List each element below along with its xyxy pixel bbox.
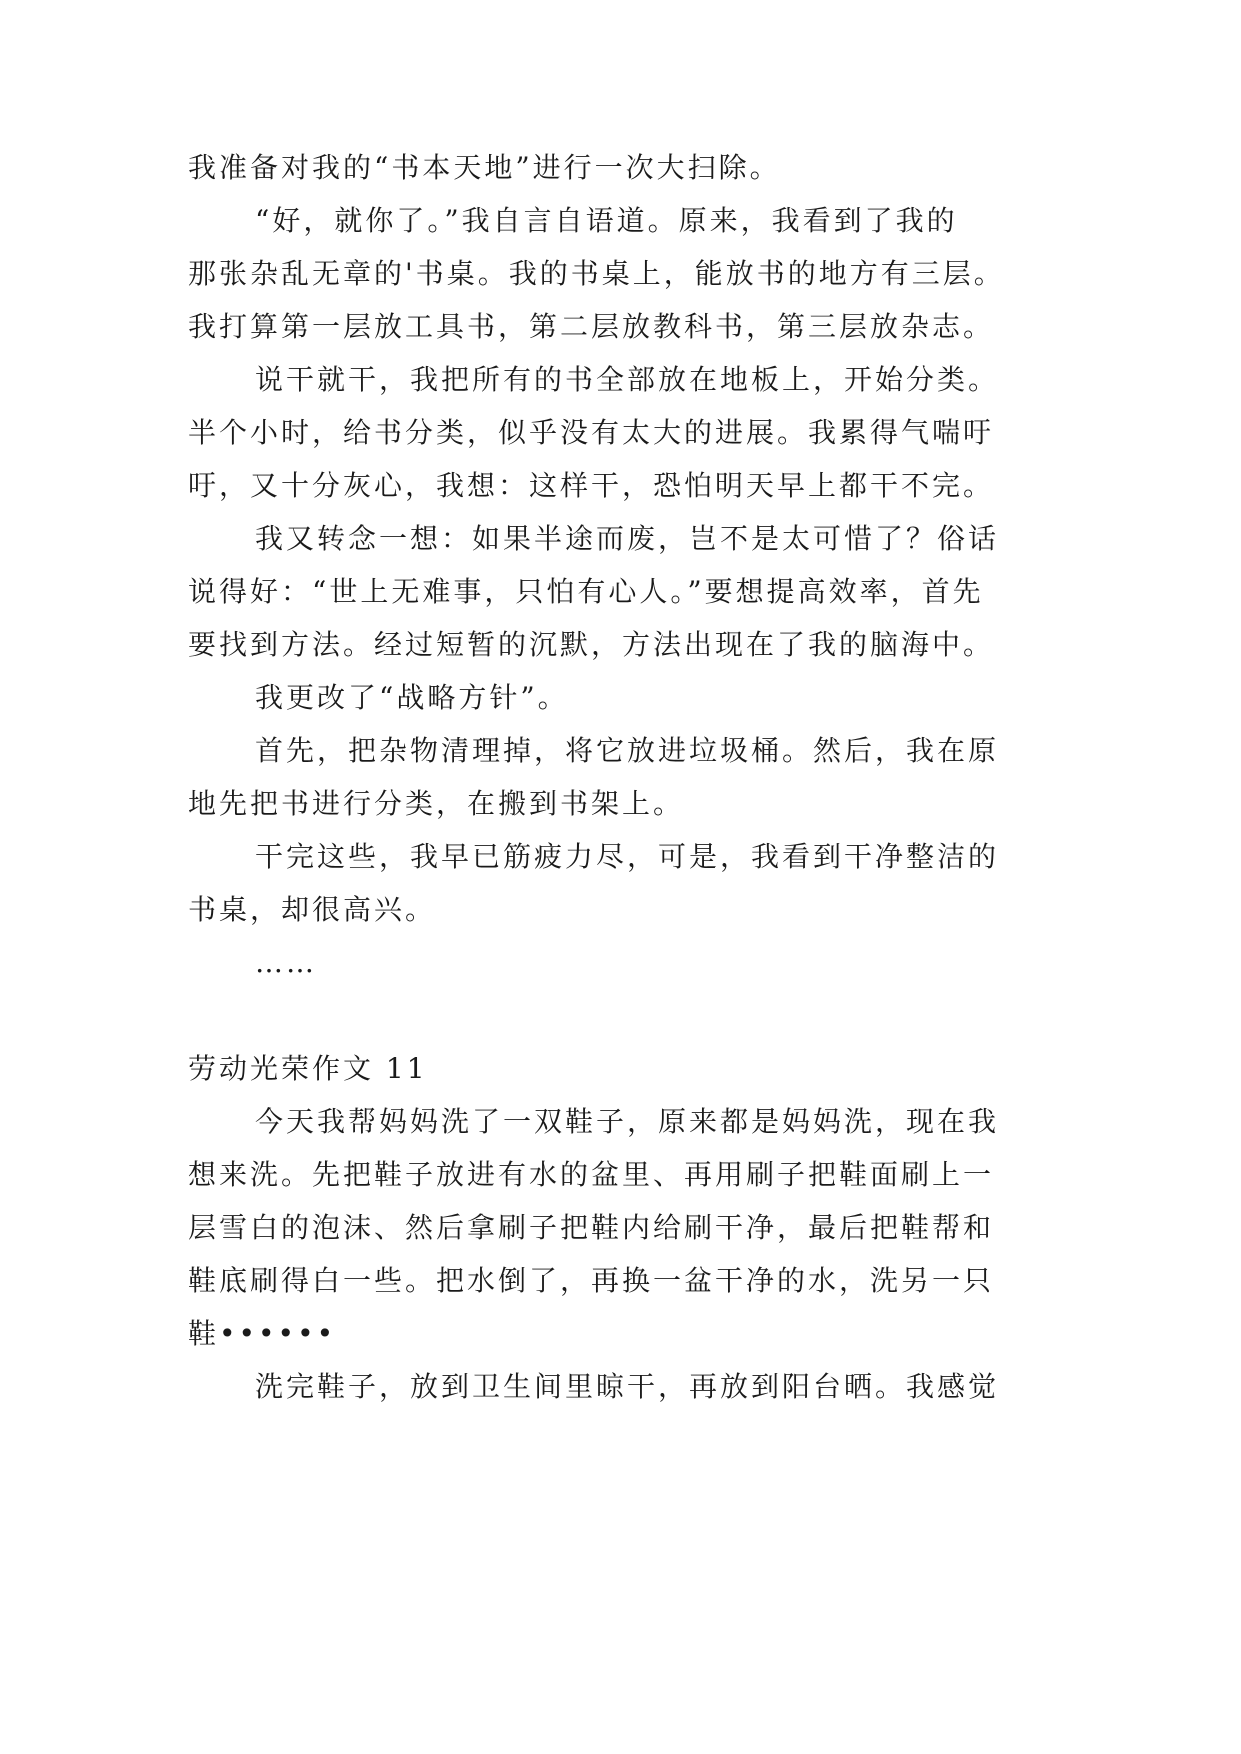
text-line: 说得好：“世上无难事，只怕有心人。”要想提高效率，首先 bbox=[188, 575, 984, 608]
text-line: 地先把书进行分类，在搬到书架上。 bbox=[188, 787, 685, 820]
section-heading: 劳动光荣作文 11 bbox=[188, 1052, 428, 1085]
text-line: 我打算第一层放工具书，第二层放教科书，第三层放杂志。 bbox=[188, 310, 995, 343]
ellipsis-line: …… bbox=[255, 946, 317, 979]
text-line: 我又转念一想：如果半途而废，岂不是太可惜了？俗话 bbox=[255, 522, 1000, 555]
text-line: 我更改了“战略方针”。 bbox=[255, 681, 569, 714]
text-line: 说干就干，我把所有的书全部放在地板上，开始分类。 bbox=[255, 363, 1000, 396]
text-line: 洗完鞋子，放到卫生间里晾干，再放到阳台晒。我感觉 bbox=[255, 1370, 1000, 1403]
text-line: 鞋•••••• bbox=[188, 1317, 337, 1350]
text-line: 想来洗。先把鞋子放进有水的盆里、再用刷子把鞋面刷上一 bbox=[188, 1158, 995, 1191]
text-line: 鞋底刷得白一些。把水倒了，再换一盆干净的水，洗另一只 bbox=[188, 1264, 995, 1297]
text-line: 干完这些，我早已筋疲力尽，可是，我看到干净整洁的 bbox=[255, 840, 1000, 873]
text-line: 那张杂乱无章的'书桌。我的书桌上，能放书的地方有三层。 bbox=[188, 257, 1005, 290]
text-line: 首先，把杂物清理掉，将它放进垃圾桶。然后，我在原 bbox=[255, 734, 1000, 767]
text-line: 书桌，却很高兴。 bbox=[188, 893, 437, 926]
text-line: 要找到方法。经过短暂的沉默，方法出现在了我的脑海中。 bbox=[188, 628, 995, 661]
text-line: “好，就你了。”我自言自语道。原来，我看到了我的 bbox=[255, 204, 958, 237]
text-line: 吁，又十分灰心，我想：这样干，恐怕明天早上都干不完。 bbox=[188, 469, 995, 502]
text-line: 今天我帮妈妈洗了一双鞋子，原来都是妈妈洗，现在我 bbox=[255, 1105, 1000, 1138]
text-line: 半个小时，给书分类，似乎没有太大的进展。我累得气喘吁 bbox=[188, 416, 995, 449]
text-line: 层雪白的泡沫、然后拿刷子把鞋内给刷干净，最后把鞋帮和 bbox=[188, 1211, 995, 1244]
text-line: 我准备对我的“书本天地”进行一次大扫除。 bbox=[188, 151, 781, 184]
